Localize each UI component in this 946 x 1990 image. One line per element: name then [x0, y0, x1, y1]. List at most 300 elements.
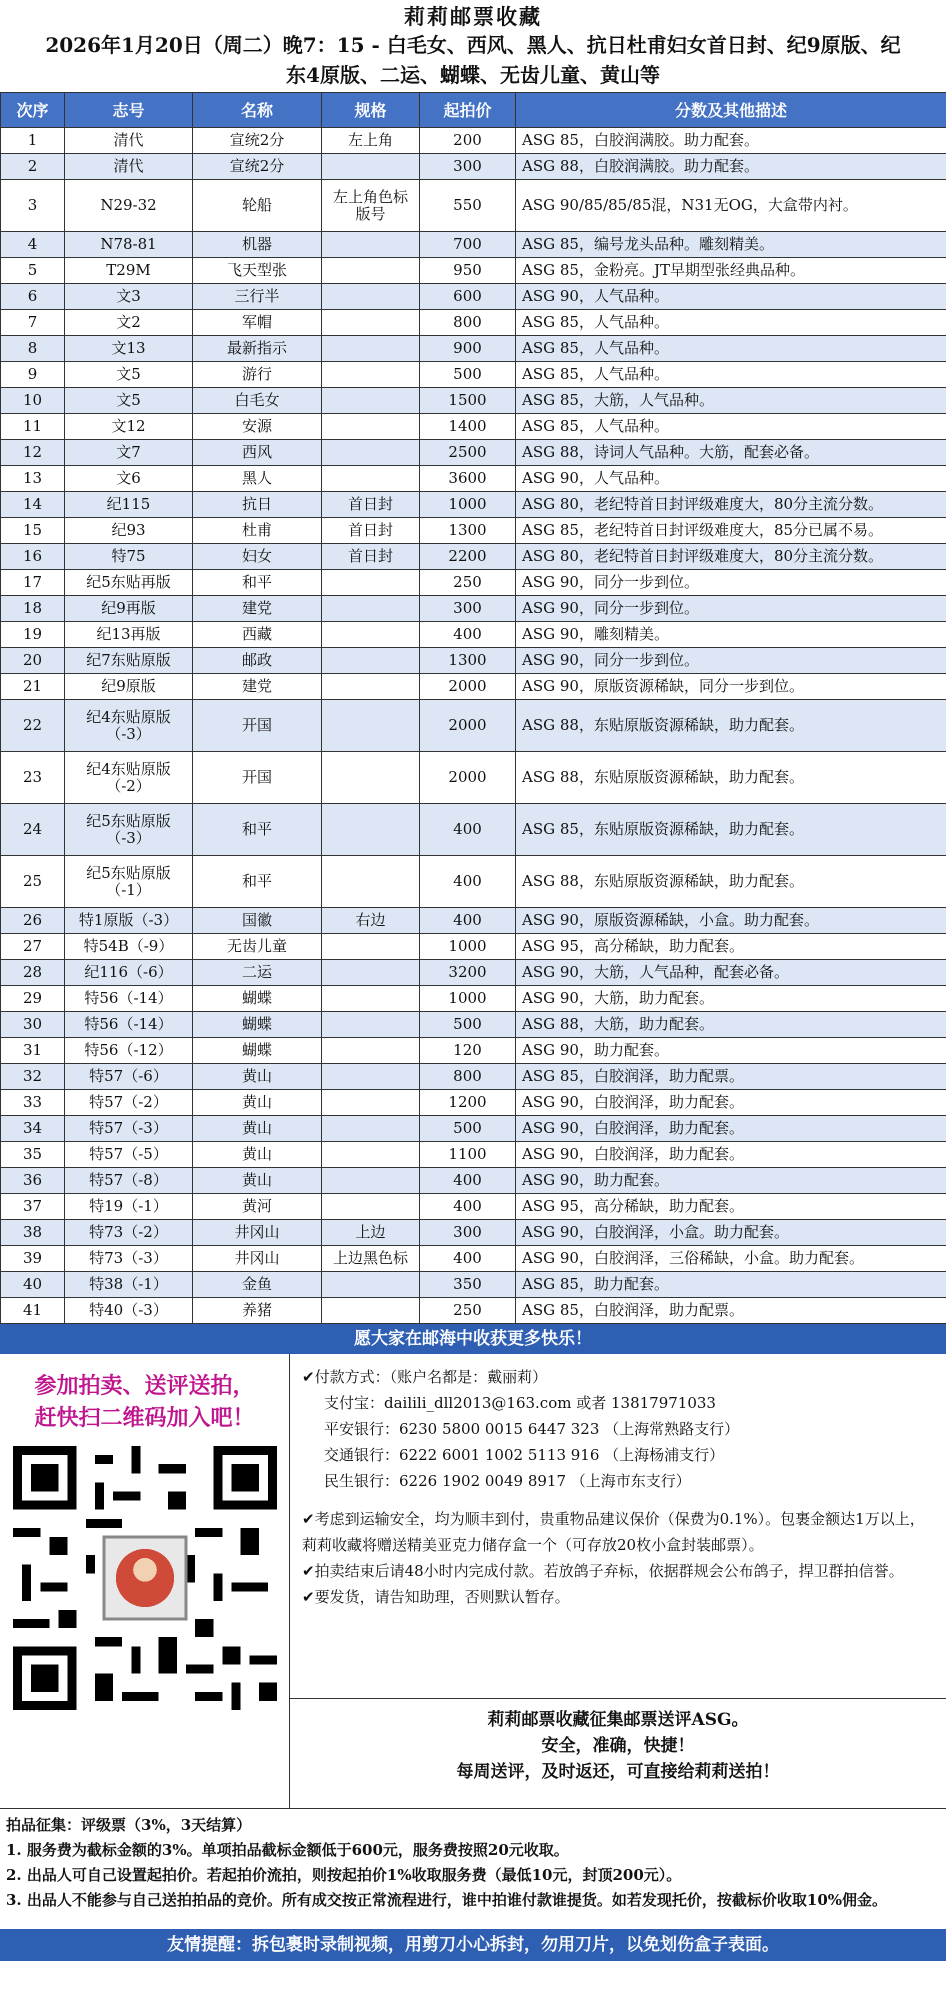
cell-no: 25	[1, 856, 65, 908]
col-header-code: 志号	[65, 93, 193, 128]
table-row	[1, 128, 946, 154]
cell-spec	[322, 154, 420, 180]
col-header-no: 次序	[1, 93, 65, 128]
auction-subtitle-line2: 东4原版、二运、蝴蝶、无齿儿童、黄山等	[286, 63, 660, 87]
cell-spec	[322, 362, 420, 388]
cell-spec	[322, 336, 420, 362]
bank-account-minsheng: 民生银行：6226 1902 0049 8917 （上海市东支行）	[324, 1472, 691, 1490]
cell-no: 30	[1, 1012, 65, 1038]
cell-code: 特56（-14）	[65, 1012, 193, 1038]
table-row	[1, 258, 946, 284]
col-header-name: 名称	[193, 93, 322, 128]
cell-no: 20	[1, 648, 65, 674]
cell-name: 宣统2分	[193, 154, 322, 180]
cell-spec	[322, 856, 420, 908]
cell-no: 27	[1, 934, 65, 960]
table-row	[1, 180, 946, 232]
cell-price: 500	[420, 362, 516, 388]
cell-no: 33	[1, 1090, 65, 1116]
table-row	[1, 414, 946, 440]
cell-no: 38	[1, 1220, 65, 1246]
cell-name: 妇女	[193, 544, 322, 570]
table-row	[1, 466, 946, 492]
cell-code: 纪93	[65, 518, 193, 544]
cell-desc: ASG 90，同分一步到位。	[516, 648, 946, 674]
promo-panel	[0, 1354, 290, 1808]
cell-code: 特73（-2）	[65, 1220, 193, 1246]
cell-name: 和平	[193, 804, 322, 856]
cell-spec: 上边	[322, 1220, 420, 1246]
cell-code: 特57（-2）	[65, 1090, 193, 1116]
cell-name: 建党	[193, 674, 322, 700]
cell-spec	[322, 1142, 420, 1168]
cell-code: 纪9再版	[65, 596, 193, 622]
table-row	[1, 752, 946, 804]
cell-desc: ASG 85，白胶润满胶。助力配套。	[516, 128, 946, 154]
alipay-account: 支付宝：dailili_dll2013@163.com 或者 13817971033	[324, 1394, 716, 1412]
cell-no: 2	[1, 154, 65, 180]
shipping-request-note: ✔要发货，请告知助理，否则默认暂存。	[302, 1588, 570, 1606]
cell-name: 黄山	[193, 1116, 322, 1142]
terms-item-3: 3. 出品人不能参与自己送拍拍品的竞价。所有成交按正常流程进行，谁中拍谁付款谁提货。如若发现托价，按截标价收取10%佣金。	[6, 1891, 888, 1909]
cell-price: 3600	[420, 466, 516, 492]
cell-spec	[322, 752, 420, 804]
cell-spec	[322, 1116, 420, 1142]
cell-spec	[322, 986, 420, 1012]
cell-price: 950	[420, 258, 516, 284]
cell-price: 1300	[420, 648, 516, 674]
cell-desc: ASG 85，金粉亮。JT早期型张经典品种。	[516, 258, 946, 284]
cell-desc: ASG 88，东贴原版资源稀缺，助力配套。	[516, 700, 946, 752]
cell-desc: ASG 90，大筋，助力配套。	[516, 986, 946, 1012]
cell-desc: ASG 90，大筋，人气品种，配套必备。	[516, 960, 946, 986]
table-row	[1, 934, 946, 960]
cell-code: 清代	[65, 154, 193, 180]
cell-spec	[322, 934, 420, 960]
cell-name: 国徽	[193, 908, 322, 934]
cell-name: 三行半	[193, 284, 322, 310]
table-row	[1, 544, 946, 570]
table-row	[1, 1116, 946, 1142]
table-row	[1, 908, 946, 934]
cell-desc: ASG 85，大筋，人气品种。	[516, 388, 946, 414]
cell-code: 特75	[65, 544, 193, 570]
cell-name: 安源	[193, 414, 322, 440]
table-row	[1, 492, 946, 518]
cell-name: 井冈山	[193, 1220, 322, 1246]
table-row	[1, 232, 946, 258]
table-row	[1, 960, 946, 986]
cell-spec	[322, 700, 420, 752]
cell-name: 白毛女	[193, 388, 322, 414]
cell-spec	[322, 804, 420, 856]
cell-no: 14	[1, 492, 65, 518]
cell-price: 1000	[420, 986, 516, 1012]
cell-desc: ASG 90，人气品种。	[516, 466, 946, 492]
grading-line1: 莉莉邮票收藏征集邮票送评ASG。	[487, 1710, 749, 1730]
cell-name: 蝴蝶	[193, 1012, 322, 1038]
cell-code: 文2	[65, 310, 193, 336]
cell-desc: ASG 90，人气品种。	[516, 284, 946, 310]
cell-price: 1400	[420, 414, 516, 440]
table-row	[1, 674, 946, 700]
page-title: 莉莉邮票收藏	[404, 4, 542, 29]
cell-spec: 右边	[322, 908, 420, 934]
cell-code: 特57（-8）	[65, 1168, 193, 1194]
auction-subtitle-line1: 2026年1月20日（周二）晚7：15 - 白毛女、西风、黑人、抗日杜甫妇女首日封、纪9原版、纪	[45, 33, 901, 57]
table-header-row	[1, 93, 946, 128]
cell-desc: ASG 85，白胶润泽，助力配票。	[516, 1298, 946, 1324]
cell-desc: ASG 90，雕刻精美。	[516, 622, 946, 648]
col-header-price: 起拍价	[420, 93, 516, 128]
table-row	[1, 648, 946, 674]
cell-desc: ASG 85，东贴原版资源稀缺，助力配套。	[516, 804, 946, 856]
lots-body	[1, 128, 946, 1324]
cell-no: 15	[1, 518, 65, 544]
cell-desc: ASG 88，白胶润满胶。助力配套。	[516, 154, 946, 180]
cell-no: 21	[1, 674, 65, 700]
cell-name: 西藏	[193, 622, 322, 648]
cell-no: 36	[1, 1168, 65, 1194]
cell-no: 18	[1, 596, 65, 622]
cell-desc: ASG 80，老纪特首日封评级难度大，80分主流分数。	[516, 544, 946, 570]
cell-code: 特38（-1）	[65, 1272, 193, 1298]
cell-code: 特57（-5）	[65, 1142, 193, 1168]
table-row	[1, 1012, 946, 1038]
cell-no: 40	[1, 1272, 65, 1298]
cell-desc: ASG 85，老纪特首日封评级难度大，85分已属不易。	[516, 518, 946, 544]
cell-name: 抗日	[193, 492, 322, 518]
grading-line3: 每周送评，及时返还，可直接给莉莉送拍！	[456, 1762, 780, 1782]
cell-name: 黑人	[193, 466, 322, 492]
cell-desc: ASG 90，同分一步到位。	[516, 596, 946, 622]
cell-desc: ASG 85，白胶润泽，助力配票。	[516, 1064, 946, 1090]
cell-price: 350	[420, 1272, 516, 1298]
table-row	[1, 310, 946, 336]
cell-no: 26	[1, 908, 65, 934]
cell-desc: ASG 90，白胶润泽，助力配套。	[516, 1142, 946, 1168]
table-row	[1, 1220, 946, 1246]
table-row	[1, 336, 946, 362]
cell-price: 1300	[420, 518, 516, 544]
cell-name: 蝴蝶	[193, 986, 322, 1012]
cell-spec	[322, 258, 420, 284]
cell-desc: ASG 90，白胶润泽，助力配套。	[516, 1116, 946, 1142]
consignment-terms	[0, 1809, 946, 1929]
cell-spec	[322, 284, 420, 310]
cell-code: 特56（-12）	[65, 1038, 193, 1064]
cell-no: 7	[1, 310, 65, 336]
table-row	[1, 622, 946, 648]
cell-no: 28	[1, 960, 65, 986]
cell-code: 纪5东贴原版（-3）	[65, 804, 193, 856]
cell-no: 34	[1, 1116, 65, 1142]
cell-no: 9	[1, 362, 65, 388]
cell-no: 41	[1, 1298, 65, 1324]
cell-name: 黄山	[193, 1064, 322, 1090]
cell-price: 900	[420, 336, 516, 362]
cell-desc: ASG 88，东贴原版资源稀缺，助力配套。	[516, 752, 946, 804]
cell-no: 29	[1, 986, 65, 1012]
cell-name: 建党	[193, 596, 322, 622]
cell-name: 开国	[193, 752, 322, 804]
cell-name: 金鱼	[193, 1272, 322, 1298]
terms-item-2: 2. 出品人可自己设置起拍价。若起拍价流拍，则按起拍价1%收取服务费（最低10元，封顶200元）。	[6, 1866, 682, 1884]
cell-spec	[322, 622, 420, 648]
cell-spec	[322, 1168, 420, 1194]
promo-line2: 赶快扫二维码加入吧！	[34, 1405, 255, 1431]
cell-no: 24	[1, 804, 65, 856]
cell-name: 邮政	[193, 648, 322, 674]
cell-desc: ASG 85，人气品种。	[516, 362, 946, 388]
cell-price: 250	[420, 1298, 516, 1324]
table-row	[1, 440, 946, 466]
cell-code: 文6	[65, 466, 193, 492]
cell-desc: ASG 90，白胶润泽，助力配套。	[516, 1090, 946, 1116]
table-row	[1, 1298, 946, 1324]
cell-code: 纪116（-6）	[65, 960, 193, 986]
cell-spec	[322, 570, 420, 596]
table-row	[1, 1272, 946, 1298]
cell-code: 纪5东贴再版	[65, 570, 193, 596]
cell-code: 清代	[65, 128, 193, 154]
table-row	[1, 1246, 946, 1272]
cell-no: 3	[1, 180, 65, 232]
cell-spec	[322, 1272, 420, 1298]
cell-name: 杜甫	[193, 518, 322, 544]
cell-price: 500	[420, 1012, 516, 1038]
cell-code: 文7	[65, 440, 193, 466]
payment-title: ✔付款方式：（账户名都是：戴丽莉）	[302, 1368, 548, 1386]
cell-price: 3200	[420, 960, 516, 986]
cell-price: 1000	[420, 492, 516, 518]
cell-desc: ASG 90，原版资源稀缺，小盒。助力配套。	[516, 908, 946, 934]
table-row	[1, 1142, 946, 1168]
cell-no: 5	[1, 258, 65, 284]
cell-name: 机器	[193, 232, 322, 258]
cell-price: 2200	[420, 544, 516, 570]
cell-code: 特73（-3）	[65, 1246, 193, 1272]
cell-spec	[322, 466, 420, 492]
cell-name: 开国	[193, 700, 322, 752]
cell-price: 1000	[420, 934, 516, 960]
cell-spec	[322, 1298, 420, 1324]
cell-no: 19	[1, 622, 65, 648]
table-row	[1, 388, 946, 414]
table-row	[1, 1168, 946, 1194]
cell-name: 黄山	[193, 1142, 322, 1168]
cell-spec: 首日封	[322, 518, 420, 544]
table-row	[1, 1194, 946, 1220]
payment-info	[290, 1354, 946, 1698]
cell-price: 2000	[420, 752, 516, 804]
cell-code: 纪115	[65, 492, 193, 518]
cell-name: 黄山	[193, 1090, 322, 1116]
table-row	[1, 154, 946, 180]
cell-price: 2500	[420, 440, 516, 466]
cell-spec	[322, 1090, 420, 1116]
cell-name: 宣统2分	[193, 128, 322, 154]
cell-spec	[322, 310, 420, 336]
cell-price: 800	[420, 310, 516, 336]
col-header-spec: 规格	[322, 93, 420, 128]
payment-panel	[290, 1354, 946, 1808]
info-section	[0, 1354, 946, 1809]
cell-no: 16	[1, 544, 65, 570]
payment-deadline-note: ✔拍卖结束后请48小时内完成付款。若放鸽子弃标，依据群规会公布鸽子，捍卫群拍信誉。	[302, 1562, 904, 1580]
cell-name: 飞天型张	[193, 258, 322, 284]
cell-code: 纪7东贴原版	[65, 648, 193, 674]
cell-price: 300	[420, 154, 516, 180]
cell-code: 纪9原版	[65, 674, 193, 700]
cell-price: 400	[420, 1246, 516, 1272]
cell-no: 12	[1, 440, 65, 466]
cell-code: 特40（-3）	[65, 1298, 193, 1324]
table-row	[1, 518, 946, 544]
cell-no: 13	[1, 466, 65, 492]
cell-price: 300	[420, 596, 516, 622]
cell-code: 特54B（-9）	[65, 934, 193, 960]
cell-code: 特56（-14）	[65, 986, 193, 1012]
wish-banner: 愿大家在邮海中收获更多快乐！	[0, 1324, 946, 1354]
cell-name: 井冈山	[193, 1246, 322, 1272]
cell-name: 西风	[193, 440, 322, 466]
cell-name: 蝴蝶	[193, 1038, 322, 1064]
cell-no: 4	[1, 232, 65, 258]
table-row	[1, 700, 946, 752]
cell-desc: ASG 90，原版资源稀缺，同分一步到位。	[516, 674, 946, 700]
cell-spec: 首日封	[322, 492, 420, 518]
cell-no: 32	[1, 1064, 65, 1090]
cell-name: 轮船	[193, 180, 322, 232]
cell-code: T29M	[65, 258, 193, 284]
cell-price: 400	[420, 856, 516, 908]
cell-no: 11	[1, 414, 65, 440]
cell-spec	[322, 388, 420, 414]
cell-price: 800	[420, 1064, 516, 1090]
cell-desc: ASG 85，编号龙头品种。雕刻精美。	[516, 232, 946, 258]
cell-code: 纪4东贴原版（-3）	[65, 700, 193, 752]
cell-price: 400	[420, 622, 516, 648]
cell-price: 600	[420, 284, 516, 310]
cell-desc: ASG 90，助力配套。	[516, 1168, 946, 1194]
cell-code: 纪5东贴原版（-1）	[65, 856, 193, 908]
cell-code: N29-32	[65, 180, 193, 232]
cell-spec	[322, 414, 420, 440]
cell-spec: 上边黑色标	[322, 1246, 420, 1272]
table-row	[1, 1038, 946, 1064]
table-row	[1, 570, 946, 596]
cell-desc: ASG 90，同分一步到位。	[516, 570, 946, 596]
table-row	[1, 284, 946, 310]
cell-desc: ASG 80，老纪特首日封评级难度大，80分主流分数。	[516, 492, 946, 518]
cell-code: 文3	[65, 284, 193, 310]
cell-spec	[322, 232, 420, 258]
cell-price: 400	[420, 1168, 516, 1194]
cell-no: 23	[1, 752, 65, 804]
cell-name: 无齿儿童	[193, 934, 322, 960]
cell-desc: ASG 88，大筋，助力配套。	[516, 1012, 946, 1038]
cell-name: 和平	[193, 856, 322, 908]
header	[0, 0, 946, 92]
terms-title: 拍品征集：评级票（3%，3天结算）	[6, 1816, 252, 1834]
table-row	[1, 1090, 946, 1116]
cell-price: 300	[420, 1220, 516, 1246]
cell-name: 黄河	[193, 1194, 322, 1220]
cell-desc: ASG 90，白胶润泽，小盒。助力配套。	[516, 1220, 946, 1246]
cell-spec	[322, 960, 420, 986]
table-row	[1, 362, 946, 388]
cell-desc: ASG 88，东贴原版资源稀缺，助力配套。	[516, 856, 946, 908]
grading-line2: 安全，准确，快捷！	[541, 1736, 695, 1756]
cell-desc: ASG 88，诗词人气品种。大筋，配套必备。	[516, 440, 946, 466]
col-header-desc: 分数及其他描述	[516, 93, 946, 128]
cell-desc: ASG 95，高分稀缺，助力配套。	[516, 1194, 946, 1220]
cell-price: 200	[420, 128, 516, 154]
cell-no: 22	[1, 700, 65, 752]
cell-price: 250	[420, 570, 516, 596]
cell-price: 700	[420, 232, 516, 258]
cell-code: 特19（-1）	[65, 1194, 193, 1220]
cell-name: 黄山	[193, 1168, 322, 1194]
cell-no: 17	[1, 570, 65, 596]
lots-table	[0, 92, 946, 1324]
cell-code: 纪13再版	[65, 622, 193, 648]
cell-name: 军帽	[193, 310, 322, 336]
cell-spec	[322, 1038, 420, 1064]
qr-code-icon[interactable]	[12, 1446, 278, 1710]
cell-spec	[322, 1012, 420, 1038]
cell-desc: ASG 95，高分稀缺，助力配套。	[516, 934, 946, 960]
cell-no: 1	[1, 128, 65, 154]
cell-price: 400	[420, 908, 516, 934]
cell-price: 1200	[420, 1090, 516, 1116]
cell-desc: ASG 85，助力配套。	[516, 1272, 946, 1298]
cell-code: N78-81	[65, 232, 193, 258]
cell-no: 35	[1, 1142, 65, 1168]
cell-name: 最新指示	[193, 336, 322, 362]
cell-name: 游行	[193, 362, 322, 388]
cell-code: 文5	[65, 388, 193, 414]
cell-desc: ASG 90，白胶润泽，三俗稀缺，小盒。助力配套。	[516, 1246, 946, 1272]
terms-item-1: 1. 服务费为截标金额的3%。单项拍品截标金额低于600元，服务费按照20元收取。	[6, 1841, 569, 1859]
cell-desc: ASG 85，人气品种。	[516, 414, 946, 440]
cell-price: 400	[420, 1194, 516, 1220]
cell-no: 8	[1, 336, 65, 362]
cell-code: 文12	[65, 414, 193, 440]
cell-spec	[322, 596, 420, 622]
cell-code: 特57（-3）	[65, 1116, 193, 1142]
cell-spec: 左上角	[322, 128, 420, 154]
cell-no: 10	[1, 388, 65, 414]
cell-spec	[322, 648, 420, 674]
cell-code: 特57（-6）	[65, 1064, 193, 1090]
cell-price: 400	[420, 804, 516, 856]
cell-price: 500	[420, 1116, 516, 1142]
cell-code: 文13	[65, 336, 193, 362]
promo-line1: 参加拍卖、送评送拍，	[34, 1373, 255, 1399]
cell-spec	[322, 674, 420, 700]
cell-no: 39	[1, 1246, 65, 1272]
friendly-reminder: 友情提醒：拆包裹时录制视频，用剪刀小心拆封，勿用刀片，以免划伤盒子表面。	[0, 1929, 946, 1961]
table-row	[1, 986, 946, 1012]
cell-code: 纪4东贴原版（-2）	[65, 752, 193, 804]
table-row	[1, 1064, 946, 1090]
cell-no: 6	[1, 284, 65, 310]
cell-name: 养猪	[193, 1298, 322, 1324]
cell-desc: ASG 90，助力配套。	[516, 1038, 946, 1064]
shipping-note: ✔考虑到运输安全，均为顺丰到付，贵重物品建议保价（保费为0.1%）。包裹金额达1万以上，莉莉收藏将赠送精美亚克力储存盒一个（可存放20枚小盒封装邮票）。	[302, 1510, 925, 1554]
